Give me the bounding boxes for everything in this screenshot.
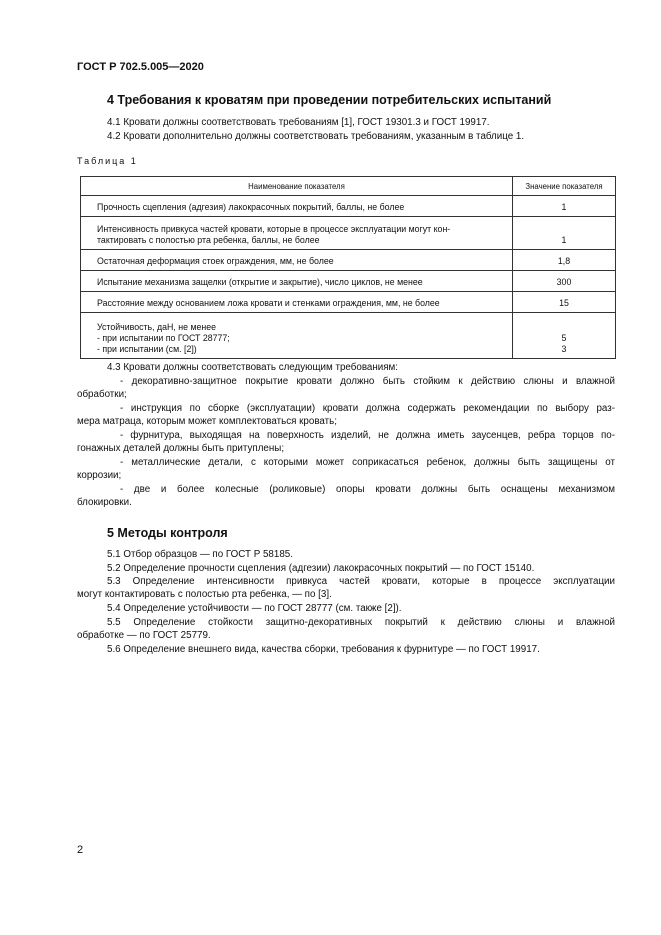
- page-number: 2: [77, 844, 84, 856]
- paragraph-4-3: 4.3 Кровати должны соответствовать следующим требованиям:: [107, 362, 399, 373]
- section-5-heading: 5 Методы контроля: [107, 526, 228, 540]
- bullet-4-line-1: - металлические детали, с которыми может соприкасаться ребенок, должны быть защищены от: [120, 457, 615, 468]
- section-4-heading: 4 Требования к кроватям при проведении потребительских испытаний: [107, 93, 552, 107]
- row-value: [513, 313, 616, 359]
- row-value: 1: [513, 196, 616, 217]
- bullet-5-line-2: блокировки.: [77, 497, 132, 508]
- bullet-5-line-1: - две и более колесные (роликовые) опоры кровати должны быть оснащены механизмом: [120, 484, 615, 495]
- document-code: ГОСТ Р 702.5.005—2020: [77, 61, 204, 73]
- table-caption: Таблица 1: [77, 156, 138, 166]
- row-value-line: 5: [561, 333, 567, 343]
- paragraph-4-2: 4.2 Кровати дополнительно должны соответствовать требованиям, указанным в таблице 1.: [107, 131, 525, 142]
- row-value: 300: [513, 271, 616, 292]
- paragraph-5-3-line-2: могут контактировать с полостью рта ребенка, — по [3].: [77, 589, 332, 600]
- row-value: 15: [513, 292, 616, 313]
- bullet-3-line-2: гонажных деталей должны быть притуплены;: [77, 443, 285, 454]
- row-name: Прочность сцепления (адгезия) лакокрасочных покрытий, баллы, не более: [81, 196, 513, 217]
- row-name: Расстояние между основанием ложа кровати и стенками ограждения, мм, не более: [81, 292, 513, 313]
- row-value: 1: [513, 217, 616, 250]
- column-header-name: Наименование показателя: [81, 177, 513, 196]
- row-value-line: 3: [561, 344, 567, 354]
- table-header-row: [81, 177, 616, 196]
- paragraph-5-1: 5.1 Отбор образцов — по ГОСТ Р 58185.: [107, 549, 293, 560]
- table-row: [81, 292, 616, 313]
- row-value: 1,8: [513, 250, 616, 271]
- paragraph-5-5-line-1: 5.5 Определение стойкости защитно-декоративных покрытий к действию слюны и влажной: [107, 617, 615, 628]
- table-row: [81, 217, 616, 250]
- paragraph-5-6: 5.6 Определение внешнего вида, качества сборки, требования к фурнитуре — по ГОСТ 19917.: [107, 644, 540, 655]
- paragraph-5-5-line-2: обработке — по ГОСТ 25779.: [77, 630, 211, 641]
- row-name: [81, 313, 513, 359]
- bullet-1-line-1: - декоративно-защитное покрытие кровати должно быть стойким к действию слюны и влажной: [120, 376, 615, 387]
- paragraph-5-2: 5.2 Определение прочности сцепления (адгезии) лакокрасочных покрытий — по ГОСТ 15140.: [107, 563, 535, 574]
- table-row: [81, 313, 616, 359]
- table-row: [81, 250, 616, 271]
- column-header-value: Значение показателя: [513, 177, 616, 196]
- paragraph-5-4: 5.4 Определение устойчивости — по ГОСТ 28777 (см. также [2]).: [107, 603, 402, 614]
- paragraph-4-1: 4.1 Кровати должны соответствовать требованиям [1], ГОСТ 19301.3 и ГОСТ 19917.: [107, 117, 490, 128]
- row-name: Остаточная деформация стоек ограждения, мм, не более: [81, 250, 513, 271]
- requirements-table: [80, 176, 616, 359]
- bullet-2-line-1: - инструкция по сборке (эксплуатации) кровати должна содержать рекомендации по выбору раз-: [120, 403, 615, 414]
- row-name-line: Интенсивность привкуса частей кровати, которые в процессе эксплуатации могут кон-: [97, 224, 451, 234]
- bullet-3-line-1: - фурнитура, выходящая на поверхность изделий, не должна иметь заусенцев, ребра торцов по-: [120, 430, 615, 441]
- bullet-2-line-2: мера матраца, которым может комплектоваться кровать;: [77, 416, 337, 427]
- row-name: Испытание механизма защелки (открытие и закрытие), число циклов, не менее: [81, 271, 513, 292]
- row-name-line: тактировать с полостью рта ребенка, баллы, не более: [97, 235, 320, 245]
- row-name-line: - при испытании (см. [2]): [97, 344, 197, 354]
- row-name: [81, 217, 513, 250]
- row-name-line: Устойчивость, даН, не менее: [97, 322, 217, 332]
- row-name-line: - при испытании по ГОСТ 28777;: [97, 333, 230, 343]
- table-row: [81, 196, 616, 217]
- paragraph-5-3-line-1: 5.3 Определение интенсивности привкуса частей кровати, которые в процессе эксплуатации: [107, 576, 615, 587]
- bullet-1-line-2: обработки;: [77, 389, 127, 400]
- table-row: [81, 271, 616, 292]
- bullet-4-line-2: коррозии;: [77, 470, 122, 481]
